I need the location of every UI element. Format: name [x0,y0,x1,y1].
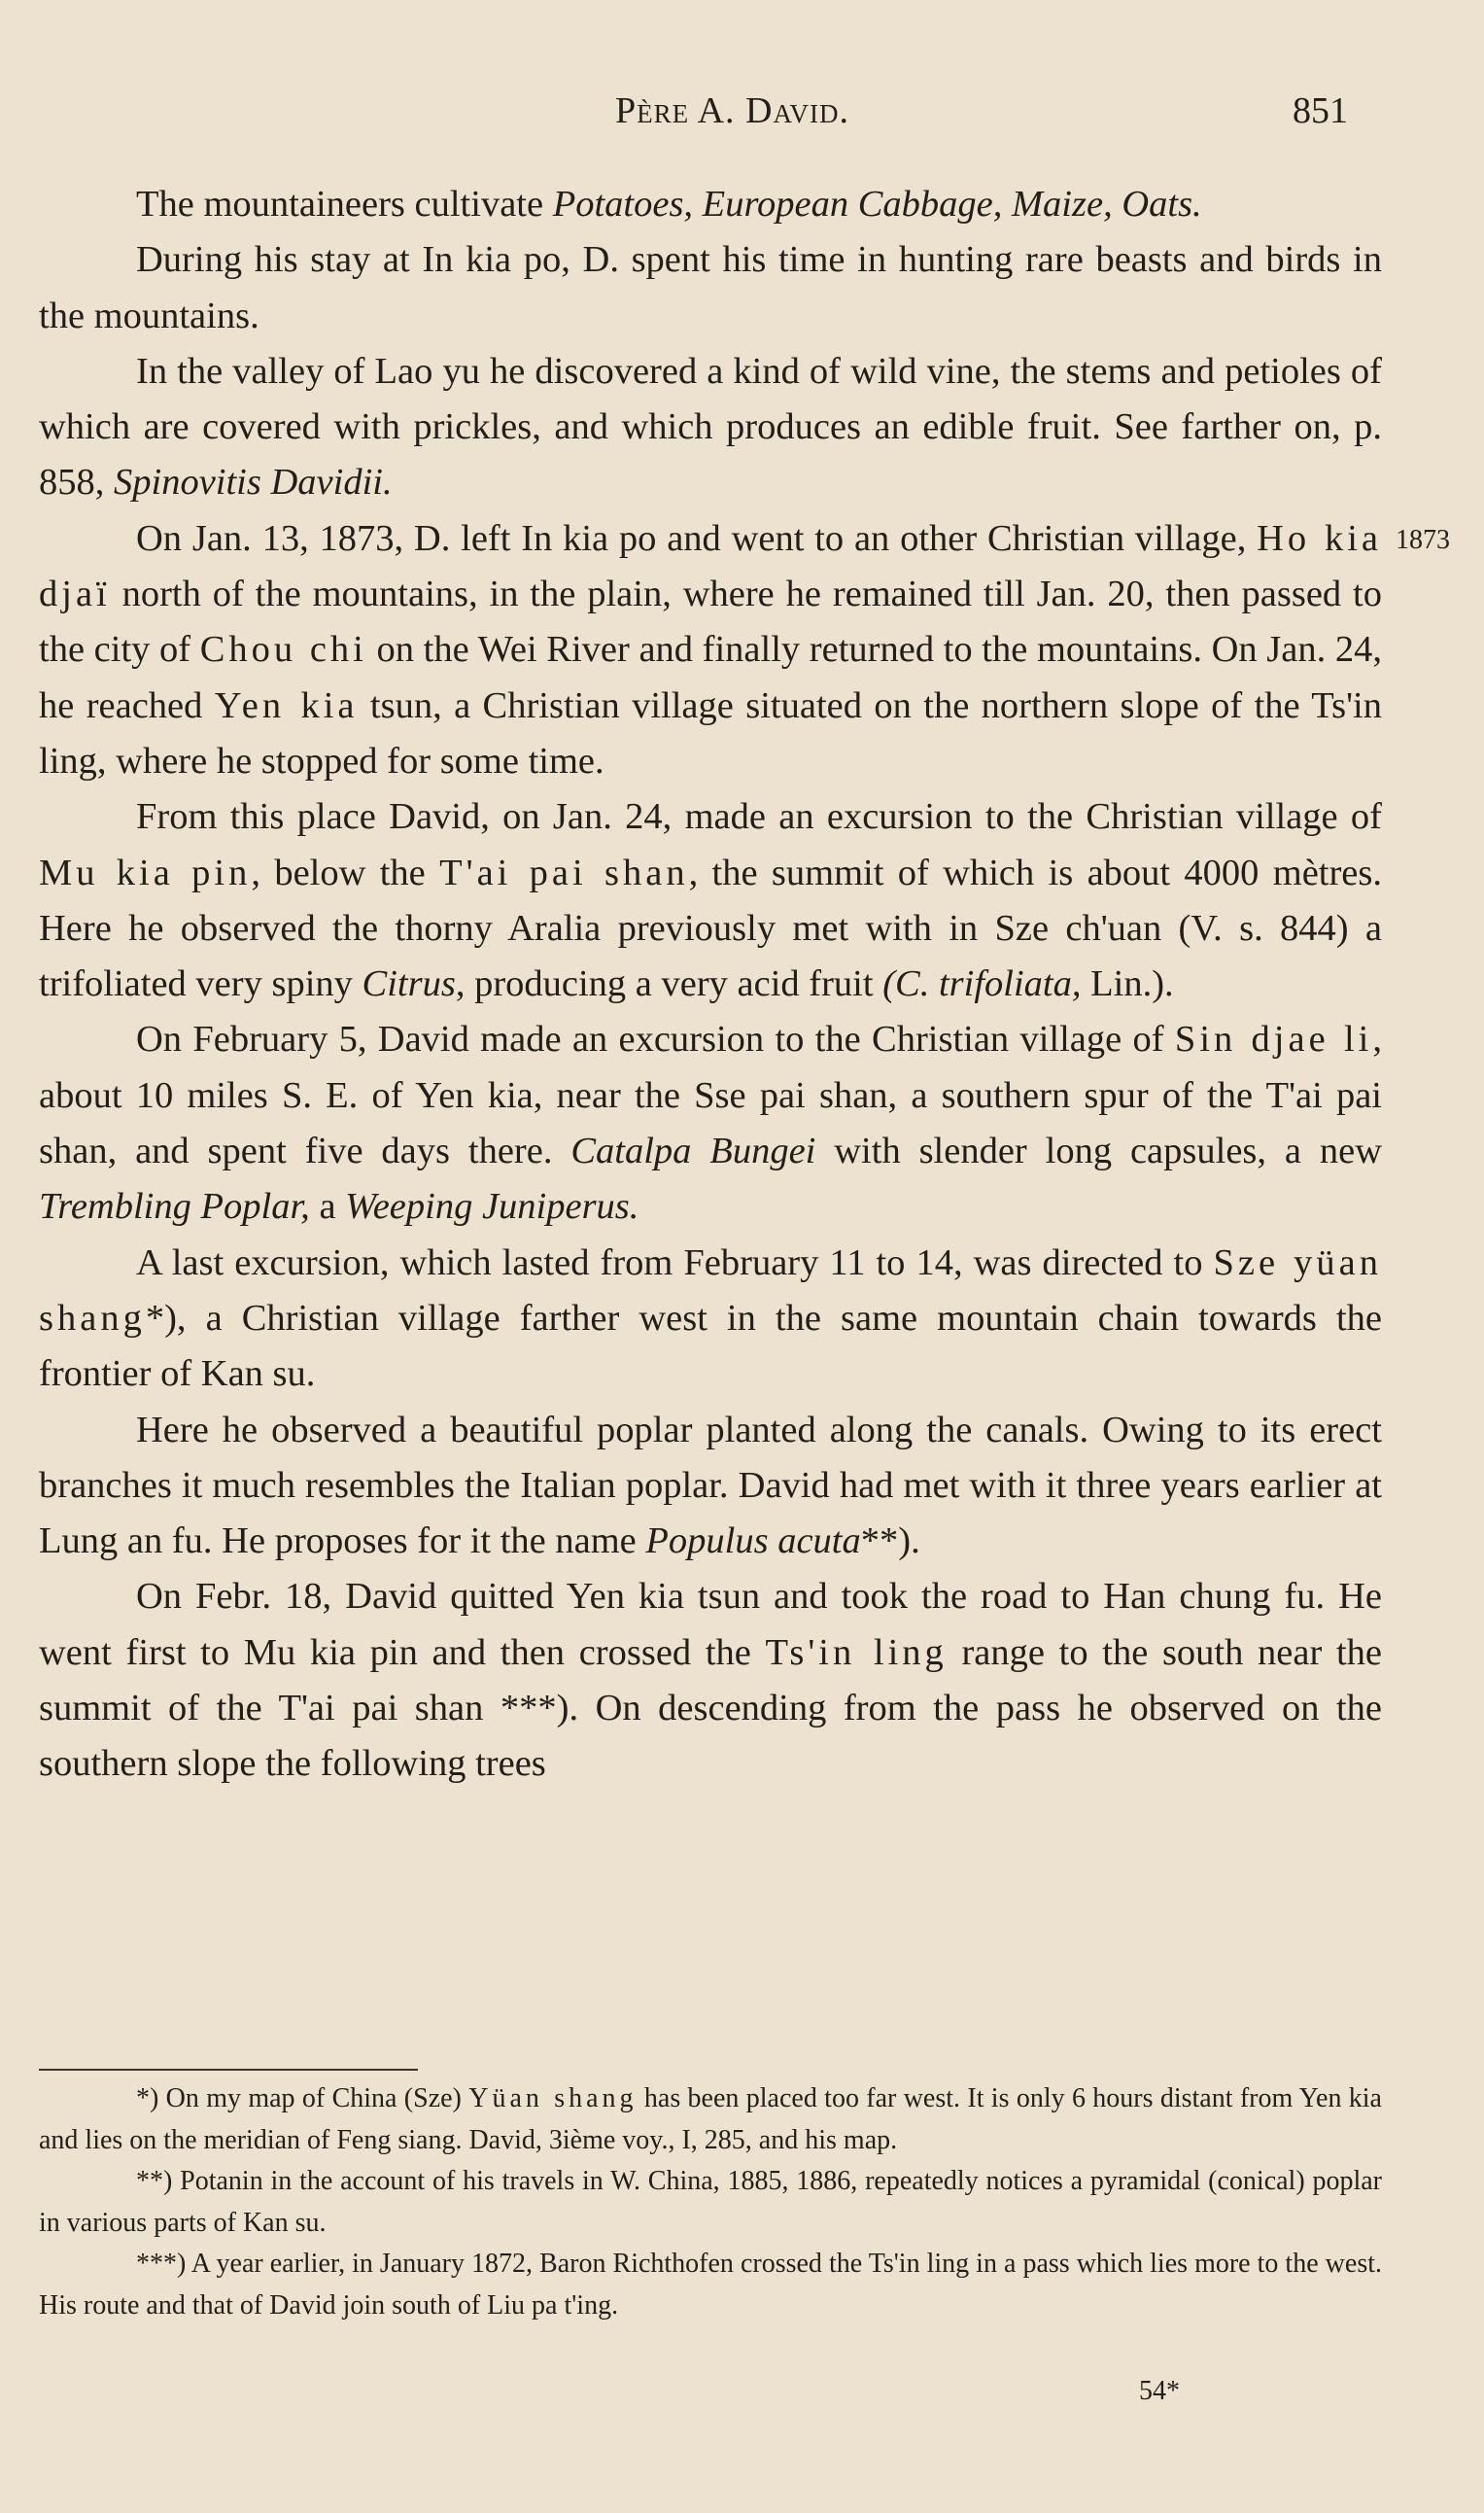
text-run: , about 10 miles S. E. of Yen kia, near the Sse pai shan, a southern spur of the T'ai pai shan, and spent five days there. [39,1019,1382,1172]
text-run: **). [860,1520,920,1562]
page-header [39,89,1426,138]
paragraph [39,344,1382,511]
paragraph [39,1569,1382,1792]
text-run: Ho kia djaï [39,517,1383,615]
text-run: During his stay at In kia po, D. spent his time in hunting rare beasts and birds in the mountains. [39,239,1382,336]
text-run: A last excursion, which lasted from February 11 to 14, was directed to [136,1241,1214,1283]
italic-text: Spinovitis Davidii. [114,462,393,504]
paragraph [39,511,1382,789]
text-run: Lin.). [1081,963,1174,1005]
paragraph [39,177,1382,232]
text-run: Yüan shang [468,2083,638,2113]
paragraph [39,1012,1382,1235]
footnotes [39,2078,1382,2326]
paragraph [39,232,1382,344]
text-run: From this place David, on Jan. 24, made an excursion to the Christian village of [136,796,1382,838]
footnote [39,2078,1382,2161]
text-run: **) Potanin in the account of his travels in W. China, 1885, 1886, repeatedly notices a pyramidal (conical) poplar in various parts of Kan su. [39,2166,1382,2238]
text-run: tsun, a Christian village situated on the northern slope of the Ts'in ling, where he stopped for some time. [39,684,1383,782]
footnote [39,2161,1382,2244]
text-run: on the Wei River and finally returned to the mountains. On Jan. 24, he reached [39,629,1383,726]
italic-text: Potatoes, European Cabbage, Maize, Oats. [552,184,1202,225]
text-run: Sin djae li [1174,1019,1373,1061]
italic-text: Citrus [362,963,456,1005]
text-run: ***) A year earlier, in January 1872, Baron Richthofen crossed the Ts'in ling in a pass which lies more to the west. His route and that of David join south of Liu pa t'ing. [39,2249,1382,2321]
text-run: On February 5, David made an excursion to the Christian village of [136,1019,1175,1061]
text-run: *) On my map of China (Sze) [136,2083,469,2113]
italic-text: Weeping Juniperus. [345,1186,639,1228]
text-run: In the valley of Lao yu he discovered a kind of wild vine, the stems and petioles of which are covered with prickles, and which produces an edible fruit. See farther on, p. 858, [39,350,1382,504]
body-text [39,177,1382,1793]
text-run: , the summit of which is about 4000 mètres. Here he observed the thorny Aralia previously met with in Sze ch'uan (V. s. 844) a trifoliated very spiny [39,852,1383,1005]
signature-mark: 54* [1139,2376,1180,2406]
italic-text: Catalpa Bungei [570,1131,816,1172]
margin-year-note: 1873 [1396,525,1450,555]
text-run: Mu kia pin [39,852,252,893]
page-number: 851 [1293,90,1348,131]
text-run: with slender long capsules, a new [815,1131,1383,1172]
italic-text: Populus acuta [645,1520,861,1562]
text-run: Sze yüan shang [39,1241,1382,1339]
text-run: Here he observed a beautiful poplar planted along the canals. Owing to its erect branches it much resembles the Italian poplar. David had met with it three years earlier at Lung an fu. He proposes for it the name [39,1409,1382,1562]
footnote-divider [39,2069,418,2071]
paragraph [39,1236,1382,1403]
text-run: range to the south near the summit of the T'ai pai shan ***). On descending from the pass he observed on the southern slope the following trees [39,1631,1382,1785]
text-run: , below the [251,852,440,893]
text-run: Yen kia [214,684,359,726]
paragraph [39,1403,1382,1570]
text-run: north of the mountains, in the plain, where he remained till Jan. 20, then passed to the city of [39,574,1382,671]
text-run: T'ai pai shan [439,852,689,893]
text-run: has been placed too far west. It is only 6 hours distant from Yen kia and lies on the meridian of Feng siang. David, 3ième voy., I, 285, and his map. [39,2083,1382,2155]
text-run: Ts'in ling [765,1631,948,1673]
text-run: a [309,1186,346,1228]
text-run: , producing a very acid fruit [455,963,883,1005]
text-run: The mountaineers cultivate [136,184,553,225]
footnote [39,2244,1382,2326]
text-run: *), a Christian village farther west in the same mountain chain towards the frontier of Kan su. [39,1297,1382,1395]
text-run: Chou chi [199,629,367,671]
text-run: On Febr. 18, David quitted Yen kia tsun and took the road to Han chung fu. He went first to Mu kia pin and then crossed the [39,1576,1382,1673]
italic-text: (C. trifoliata, [882,963,1082,1005]
running-title: Père A. David. [615,90,849,131]
text-run: On Jan. 13, 1873, D. left In kia po and went to an other Christian village, [136,517,1258,559]
italic-text: Trembling Poplar, [39,1186,310,1228]
paragraph [39,789,1382,1012]
